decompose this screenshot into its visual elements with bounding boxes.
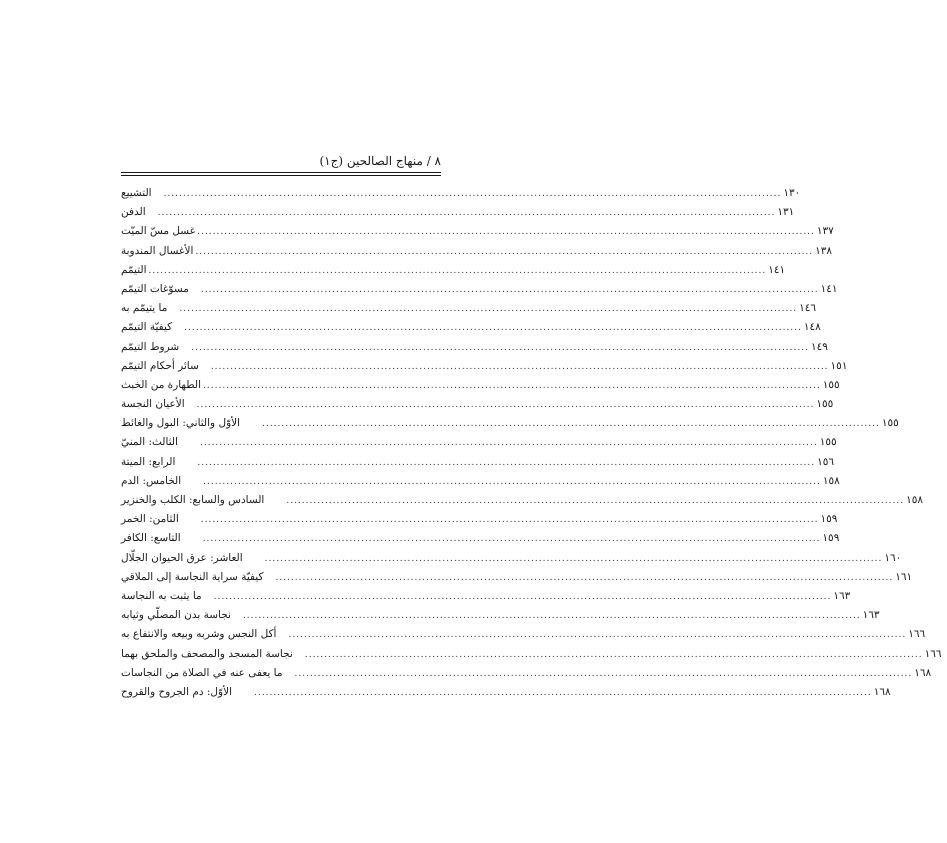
toc-entry-title: نجاسة المسجد والمصحف والملحق بهما <box>121 647 293 660</box>
toc-entry-title: الثالث: المنيّ <box>121 436 178 449</box>
toc-entry-page-number: ١٣٨ <box>815 244 833 257</box>
dot-leader: ................................................................................................................................................................ <box>197 457 816 468</box>
toc-entry-title: كيفيّة سراية النجاسة إلى الملاقي <box>121 570 264 583</box>
dot-leader: ................................................................................................................................................................ <box>199 438 818 449</box>
dot-leader: ................................................................................................................................................................ <box>213 591 832 602</box>
toc-entry-page-number: ١٥١ <box>830 359 848 372</box>
toc-entry[interactable] <box>121 683 891 702</box>
toc-entry-page-number: ١٦٦ <box>924 647 942 660</box>
toc-entry-title: التشييع <box>121 187 152 199</box>
toc-entry-page-number: ١٥٩ <box>820 513 838 526</box>
toc-entry-title: السادس والسابع: الكلب والخنزير <box>121 494 265 506</box>
dot-leader: ................................................................................................................................................................ <box>197 227 815 238</box>
toc-entry[interactable] <box>121 568 913 587</box>
dot-leader: ................................................................................................................................................................ <box>275 572 894 583</box>
dot-leader: ................................................................................................................................................................ <box>203 380 821 391</box>
toc-entry[interactable] <box>121 606 880 625</box>
toc-entry[interactable] <box>121 242 833 261</box>
toc-entry[interactable] <box>121 299 817 318</box>
toc-entry-title: سائر أحكام التيمّم <box>121 359 199 372</box>
toc-entry-title: الخامس: الدم <box>121 474 182 487</box>
dot-leader: ................................................................................................................................................................ <box>254 687 872 698</box>
toc-entry-title: كيفيّة التيمّم <box>121 321 173 334</box>
toc-entry-page-number: ١٥٩ <box>822 532 840 545</box>
dot-leader: ................................................................................................................................................................ <box>294 668 913 679</box>
toc-entry-page-number: ١٥٥ <box>881 417 899 430</box>
dot-leader: ................................................................................................................................................................ <box>148 265 767 276</box>
toc-entry-page-number: ١٤١ <box>820 282 838 295</box>
toc-entry[interactable] <box>121 625 926 644</box>
toc-entry[interactable] <box>121 645 942 664</box>
toc-entry-page-number: ١٤١ <box>768 263 786 276</box>
toc-entry[interactable] <box>121 549 902 568</box>
toc-entry[interactable] <box>121 472 840 491</box>
toc-entry[interactable] <box>121 376 840 395</box>
dot-leader: ................................................................................................................................................................ <box>157 208 776 219</box>
toc-entry-title: الأغسال المندوبة <box>121 244 194 257</box>
toc-entry-title: الثامن: الخمر <box>121 513 179 526</box>
toc-entry[interactable] <box>121 453 835 472</box>
toc-entry-page-number: ١٥٦ <box>817 455 835 468</box>
toc-entry-page-number: ١٥٨ <box>906 494 923 506</box>
toc-entry[interactable] <box>121 529 840 548</box>
toc-entry[interactable] <box>121 184 801 203</box>
toc-entry-page-number: ١٥٥ <box>822 378 840 391</box>
table-of-contents <box>121 184 942 702</box>
page-header: ٨ / منهاج الصالحين (ج١) <box>319 154 441 168</box>
toc-entry[interactable] <box>121 203 795 222</box>
toc-entry-page-number: ١٣٠ <box>783 187 801 199</box>
toc-entry-page-number: ١٦٠ <box>884 551 902 564</box>
toc-entry-page-number: ١٥٥ <box>819 436 837 449</box>
dot-leader: ................................................................................................................................................................ <box>264 553 883 564</box>
toc-entry[interactable] <box>121 395 834 414</box>
toc-entry-title: ما يثبت به النجاسة <box>121 589 202 602</box>
toc-entry-title: الأوّل: دم الجروح والقروح <box>121 685 233 698</box>
dot-leader: ................................................................................................................................................................ <box>242 611 861 622</box>
dot-leader: ................................................................................................................................................................ <box>286 496 905 506</box>
toc-entry-page-number: ١٦٦ <box>908 628 926 641</box>
dot-leader: ................................................................................................................................................................ <box>210 361 829 372</box>
toc-entry-title: الأوّل والثاني: البول والغائط <box>121 417 241 430</box>
dot-leader: ................................................................................................................................................................ <box>304 649 923 660</box>
toc-entry-title: الدفن <box>121 206 146 219</box>
toc-entry[interactable] <box>121 510 838 529</box>
toc-entry[interactable] <box>121 414 899 433</box>
toc-entry-title: ما يعفى عنه في الصلاة من النجاسات <box>121 666 283 679</box>
dot-leader: ................................................................................................................................................................ <box>203 476 821 487</box>
toc-entry-title: شروط التيمّم <box>121 340 180 353</box>
dot-leader: ................................................................................................................................................................ <box>202 534 821 545</box>
dot-leader: ................................................................................................................................................................ <box>179 304 798 315</box>
header-rule <box>121 172 441 173</box>
toc-entry-page-number: ١٦٨ <box>914 666 932 679</box>
toc-entry-title: الطهارة من الخبث <box>121 378 202 391</box>
toc-entry-page-number: ١٤٨ <box>803 321 821 334</box>
header-rule-thin <box>121 175 441 176</box>
toc-entry-page-number: ١٥٥ <box>816 398 834 411</box>
dot-leader: ................................................................................................................................................................ <box>184 323 802 334</box>
toc-entry-page-number: ١٣١ <box>777 206 795 219</box>
dot-leader: ................................................................................................................................................................ <box>195 246 814 257</box>
toc-entry-page-number: ١٦١ <box>895 570 913 583</box>
toc-entry[interactable] <box>121 587 851 606</box>
toc-entry-title: الأعيان النجسة <box>121 398 185 411</box>
toc-entry-title: التيمّم <box>121 263 147 276</box>
toc-entry-title: غسل مسّ الميّت <box>121 225 196 238</box>
dot-leader: ................................................................................................................................................................ <box>163 189 782 199</box>
toc-entry-title: الرابع: الميتة <box>121 455 176 468</box>
toc-entry-title: نجاسة بدن المصلّي وثيابه <box>121 609 231 622</box>
toc-entry-title: ما يتيمّم به <box>121 302 168 315</box>
toc-entry-page-number: ١٥٨ <box>822 474 840 487</box>
toc-entry[interactable] <box>121 280 838 299</box>
toc-entry[interactable] <box>121 338 828 357</box>
toc-entry-page-number: ١٣٧ <box>816 225 834 238</box>
toc-entry-page-number: ١٤٦ <box>799 302 817 315</box>
toc-entry[interactable] <box>121 357 848 376</box>
toc-entry[interactable] <box>121 664 932 683</box>
toc-entry-title: مسوّغات التيمّم <box>121 282 189 295</box>
toc-entry-page-number: ١٦٣ <box>862 609 880 622</box>
dot-leader: ................................................................................................................................................................ <box>200 284 819 295</box>
toc-entry-page-number: ١٦٣ <box>833 589 851 602</box>
dot-leader: ................................................................................................................................................................ <box>288 630 907 641</box>
toc-entry[interactable] <box>121 222 834 241</box>
toc-entry[interactable] <box>121 261 786 280</box>
toc-entry[interactable] <box>121 433 837 452</box>
dot-leader: ................................................................................................................................................................ <box>200 515 819 526</box>
toc-entry-page-number: ١٦٨ <box>873 685 891 698</box>
toc-entry-title: العاشر: عرق الحيوان الجلّال <box>121 551 243 564</box>
toc-entry-title: أكل النجس وشربه وبيعه والانتفاع به <box>121 628 277 641</box>
toc-entry-title: التاسع: الكافر <box>121 532 181 545</box>
toc-entry[interactable] <box>121 318 821 337</box>
dot-leader: ................................................................................................................................................................ <box>191 342 809 353</box>
dot-leader: ................................................................................................................................................................ <box>262 419 880 430</box>
toc-entry-page-number: ١٤٩ <box>810 340 828 353</box>
toc-entry[interactable] <box>121 491 923 510</box>
dot-leader: ................................................................................................................................................................ <box>196 400 815 411</box>
